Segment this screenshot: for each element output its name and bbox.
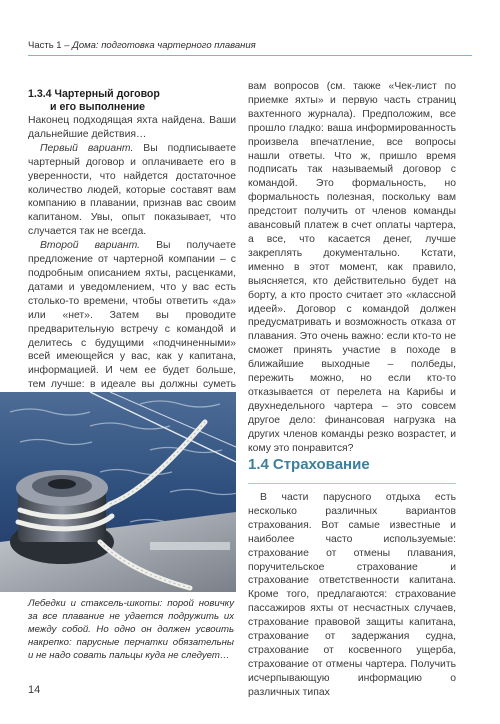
photo-caption: Лебедки и стаксель-шкоты: порой новичку за все плавание не удается подружить их между собой. Но одно он должен усвоить накрепко: парусные перчатки обязательны и не надо совать пальцы куда не следует… xyxy=(28,598,234,661)
subsection-heading-line1: 1.3.4 Чартерный договор xyxy=(28,88,160,100)
emphasis: Второй вариант. xyxy=(40,240,141,252)
header-rule xyxy=(28,55,472,56)
paragraph-text: Вы получаете предложение от чартерной компании – с подробным описанием яхты, расценками, датами и уведомлением, что у вас есть столько-то времени, чтобы ответить «да» или «нет». Затем вы проводите предварительную встречу с командой и делитесь с будущими «подчиненными» всей имеющейся у вас, как у капитана, информацией. И чем ее будет больше, тем лучше: в идеале вы должны суметь xyxy=(28,240,236,391)
section-body xyxy=(248,491,456,700)
winch-illustration xyxy=(0,392,236,592)
header-title: Дома: подготовка чартерного плавания xyxy=(72,40,256,51)
paragraph: вам вопросов (см. также «Чек-лист по приемке яхты» и первую часть страниц вахтенного журнала). Предположим, все прошло гладко: ваша информированность произвела впечатление, все вопросы нашли ответы. Что ж, пришло время подписать так называемый договор с командой. Это формальность, но формальность полезная, поскольку вам предстоит получить от членов команды авансовый платеж в счет оплаты чартера, а все, что касается денег, лучше закреплять документально. Кстати, именно в этот момент, как правило, выясняется, кто действительно будет на борту, а кто просто считает это «классной идеей». Договор с командой должен предусматривать и возможность отказа от плавания. Это очень важно: если кто-то не сможет принять участие в походе в ближайшие выходные – полбеды, пережить можно, но если кто-то отказывается от перелета на Карибы и двухнедельного чартера – это совсем другое дело: финансовая нагрузка на других членов команды резко возрастет, и кому это понравится? xyxy=(248,81,456,454)
section-number: 1.4 xyxy=(248,456,269,473)
paragraph: В части парусного отдыха есть несколько различных вариантов страхования. Вот самые известные и наиболее часто используемые: страхование от отмены плавания, поручительское страхование и страхование ответственности капитана. Кроме того, предлагаются: страхование пассажиров яхты от несчастных случаев, страхование правовой защиты капитана, страхование от задержания судна, страхование от косвенного ущерба, страхование от отмены чартера. Получить исчерпывающую информацию о различных типах xyxy=(248,492,456,698)
paragraph-text: Вы подписываете чартерный договор и оплачиваете его в уверенности, что найдется достаточное количество людей, которые составят вам компанию в плавании, признав вас своим капитаном. Увы, опыт показывает, что случается так не всегда. xyxy=(28,142,237,238)
emphasis: Первый вариант. xyxy=(40,142,134,154)
subsection-heading-line2: и его выполнение xyxy=(50,101,146,113)
winch-photo xyxy=(0,392,236,592)
header-separator: – xyxy=(61,40,73,51)
running-header-text xyxy=(28,40,472,51)
running-header xyxy=(28,40,472,56)
section-title: Страхование xyxy=(272,456,370,473)
header-part: Часть 1 xyxy=(28,40,62,51)
right-column xyxy=(248,80,456,455)
paragraph: Наконец подходящая яхта найдена. Ваши дальнейшие действия… xyxy=(28,115,236,140)
left-column xyxy=(28,88,236,406)
section-heading xyxy=(248,456,456,480)
page-number: 14 xyxy=(28,684,41,696)
subsection-heading xyxy=(28,88,236,114)
paragraph xyxy=(28,239,236,406)
section-rule xyxy=(248,483,456,484)
paragraph xyxy=(28,142,236,239)
